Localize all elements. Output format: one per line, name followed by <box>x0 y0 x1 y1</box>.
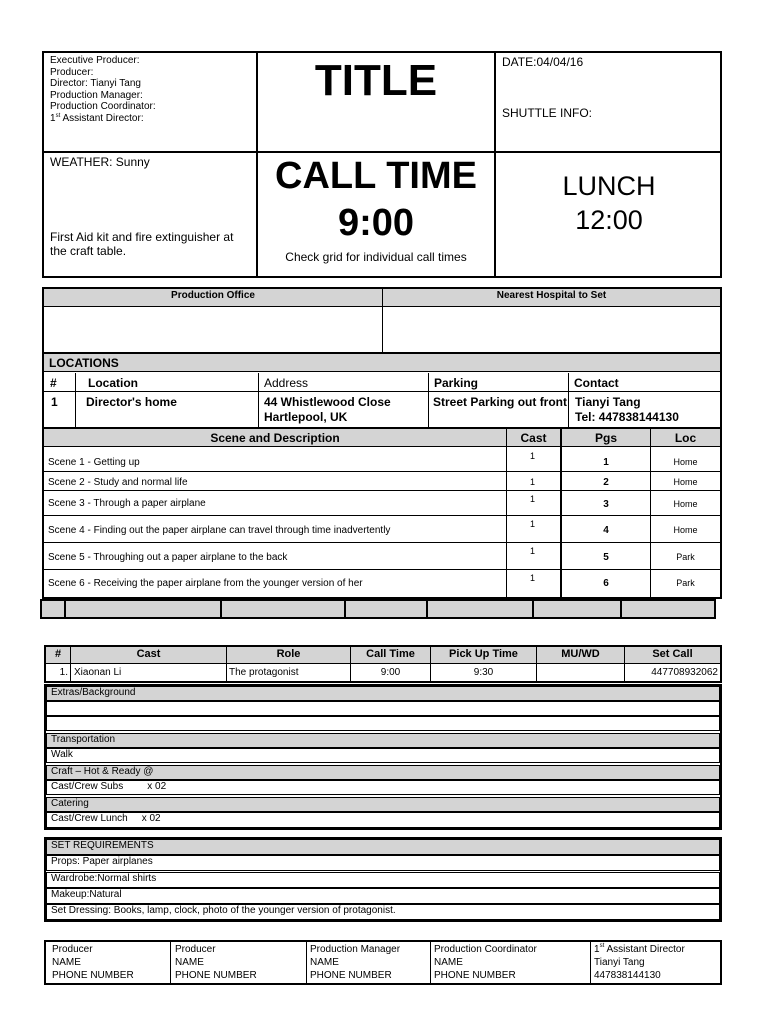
page-title: TITLE <box>314 56 438 105</box>
footer-contact <box>310 943 400 982</box>
nearest-hospital-label: Nearest Hospital to Set <box>496 290 607 301</box>
scene-cast: 1 <box>530 519 536 529</box>
scene-row <box>44 492 720 516</box>
locations-heading-bar <box>44 354 720 372</box>
loc-row-contact-2: Tel: 447838144130 <box>575 410 679 424</box>
cast-row-role: The protagonist <box>229 667 299 678</box>
cast-row-pickup: 9:30 <box>473 667 494 678</box>
call-time-label: CALL TIME <box>275 155 477 197</box>
locations-col-header <box>44 373 720 392</box>
footer-role: Producer <box>52 944 93 955</box>
loc-col-address: Address <box>264 376 309 390</box>
footer-name: NAME <box>310 957 339 968</box>
scene-loc: Park <box>676 552 695 562</box>
call-time-note: Check grid for individual call times <box>285 250 467 264</box>
scene-row <box>44 448 720 472</box>
scenes-blank-row <box>40 599 716 619</box>
footer-phone: 447838144130 <box>594 970 661 981</box>
footer-role: Producer <box>175 944 216 955</box>
scene-cast: 1 <box>530 546 536 556</box>
scene-desc: Scene 1 - Getting up <box>48 457 140 468</box>
footer-name: Tianyi Tang <box>594 957 645 968</box>
craft-heading: Craft – Hot & Ready @ <box>46 765 720 780</box>
transportation-value: Walk <box>46 748 720 763</box>
crew-first-ad: 1st Assistant Director: <box>50 112 144 124</box>
cast-row-call: 9:00 <box>380 667 401 678</box>
scenes-col-loc: Loc <box>674 431 697 445</box>
footer-role: 1st Assistant Director <box>594 943 685 955</box>
footer-vline <box>430 942 431 983</box>
scene-row <box>44 544 720 570</box>
loc-col-location: Location <box>88 376 138 390</box>
extras-blank-row <box>46 701 720 716</box>
blank-divider <box>64 601 66 617</box>
scene-pgs: 4 <box>603 525 609 536</box>
scenes-col-pgs: Pgs <box>594 431 617 445</box>
crew-production-coordinator: Production Coordinator: <box>50 101 156 112</box>
scene-row <box>44 473 720 491</box>
cast-col-setcall: Set Call <box>652 648 693 660</box>
footer-phone: PHONE NUMBER <box>310 970 392 981</box>
set-req-props: Props: Paper airplanes <box>46 855 720 871</box>
cast-row-num: 1. <box>59 667 68 678</box>
scene-row <box>44 571 720 597</box>
crew-list <box>50 55 250 124</box>
cast-col-cast: Cast <box>136 648 161 660</box>
weather: WEATHER: Sunny <box>50 155 150 169</box>
scene-pgs: 2 <box>603 477 609 488</box>
scene-cast: 1 <box>530 573 536 583</box>
crew-production-manager: Production Manager: <box>50 89 143 101</box>
footer-contact <box>175 943 257 982</box>
footer-vline <box>170 942 171 983</box>
blank-divider <box>344 601 346 617</box>
scene-pgs: 5 <box>603 552 609 563</box>
scene-cast: 1 <box>530 477 536 487</box>
scene-loc: Park <box>676 578 695 588</box>
footer-vline <box>590 942 591 983</box>
scene-desc: Scene 2 - Study and normal life <box>48 477 188 488</box>
production-office-label: Production Office <box>171 290 255 301</box>
first-aid-note: First Aid kit and fire extinguisher at the craft table. <box>50 230 234 258</box>
crew-producer: Producer: <box>50 66 94 78</box>
footer-role: Production Manager <box>310 944 401 955</box>
footer-phone: PHONE NUMBER <box>175 970 257 981</box>
scenes-col-cast: Cast <box>520 431 547 445</box>
scene-pgs: 1 <box>603 457 609 468</box>
location-row <box>44 393 720 428</box>
footer-contact <box>52 943 134 982</box>
cast-row-name: Xiaonan Li <box>74 667 122 678</box>
footer-contact <box>594 943 685 982</box>
scenes-col-desc: Scene and Description <box>210 431 340 445</box>
call-time-value: 9:00 <box>337 202 415 244</box>
crew-exec-producer: Executive Producer: <box>50 55 140 66</box>
loc-row-address-1: 44 Whistlewood Close <box>264 395 391 409</box>
craft-item: Cast/Crew Subs x 02 <box>46 780 720 795</box>
scene-loc: Home <box>673 499 698 509</box>
set-req-wardrobe: Wardrobe:Normal shirts <box>46 872 720 888</box>
footer-role: Production Coordinator <box>434 944 537 955</box>
scene-desc: Scene 3 - Through a paper airplane <box>48 498 206 509</box>
craft-qty: x 02 <box>147 781 167 792</box>
cast-row-setcall: 447708932062 <box>651 667 718 678</box>
cast-col-role: Role <box>276 648 301 660</box>
scene-desc: Scene 5 - Throughing out a paper airplane to the back <box>48 552 288 563</box>
scene-row <box>44 517 720 543</box>
scene-desc: Scene 6 - Receiving the paper airplane from the younger version of her <box>48 578 363 589</box>
extras-heading: Extras/Background <box>46 686 720 701</box>
loc-row-address-2: Hartlepool, UK <box>264 410 348 424</box>
cast-col-pickup: Pick Up Time <box>449 648 518 660</box>
footer-contact <box>434 943 537 982</box>
loc-row-location: Director's home <box>86 395 177 409</box>
header-divider-v2 <box>494 51 496 278</box>
scene-pgs: 3 <box>603 499 609 510</box>
transportation-heading: Transportation <box>46 733 720 748</box>
footer-name: NAME <box>434 957 463 968</box>
cast-col-num: # <box>54 648 62 660</box>
date: DATE:04/04/16 <box>502 55 584 69</box>
crew-director: Director: Tianyi Tang <box>50 78 141 89</box>
catering-heading: Catering <box>46 797 720 812</box>
scene-pgs: 6 <box>603 578 609 589</box>
loc-col-contact: Contact <box>574 376 619 390</box>
header-divider-h <box>42 151 722 153</box>
footer-phone: PHONE NUMBER <box>434 970 516 981</box>
loc-col-parking: Parking <box>434 376 479 390</box>
extras-blank-row <box>46 716 720 731</box>
loc-col-num: # <box>50 376 57 390</box>
footer-name: NAME <box>52 957 81 968</box>
loc-row-parking: Street Parking out front <box>433 395 568 409</box>
scene-loc: Home <box>673 457 698 467</box>
catering-qty: x 02 <box>141 813 161 824</box>
scene-cast: 1 <box>530 494 536 504</box>
cast-col-muwd: MU/WD <box>561 648 600 660</box>
blank-divider <box>532 601 534 617</box>
blank-divider <box>620 601 622 617</box>
footer-vline <box>306 942 307 983</box>
set-req-heading: SET REQUIREMENTS <box>46 839 720 855</box>
set-req-makeup: Makeup:Natural <box>46 888 720 904</box>
scene-cast: 1 <box>530 451 536 461</box>
catering-item: Cast/Crew Lunch x 02 <box>46 812 720 828</box>
blank-divider <box>220 601 222 617</box>
loc-row-contact-1: Tianyi Tang <box>575 395 641 409</box>
blank-divider <box>426 601 428 617</box>
scene-desc: Scene 4 - Finding out the paper airplane can travel through time inadvertently <box>48 525 391 536</box>
scene-loc: Home <box>673 525 698 535</box>
lunch-label: LUNCH <box>562 171 656 201</box>
set-req-set-dressing: Set Dressing: Books, lamp, clock, photo of the younger version of protagonist. <box>46 904 720 920</box>
scene-loc: Home <box>673 477 698 487</box>
cast-col-call: Call Time <box>366 648 415 660</box>
shuttle-info: SHUTTLE INFO: <box>502 106 593 120</box>
locations-heading: LOCATIONS <box>49 356 119 370</box>
footer-phone: PHONE NUMBER <box>52 970 134 981</box>
footer-name: NAME <box>175 957 204 968</box>
lunch-time: 12:00 <box>575 205 643 235</box>
loc-row-num: 1 <box>51 395 58 409</box>
